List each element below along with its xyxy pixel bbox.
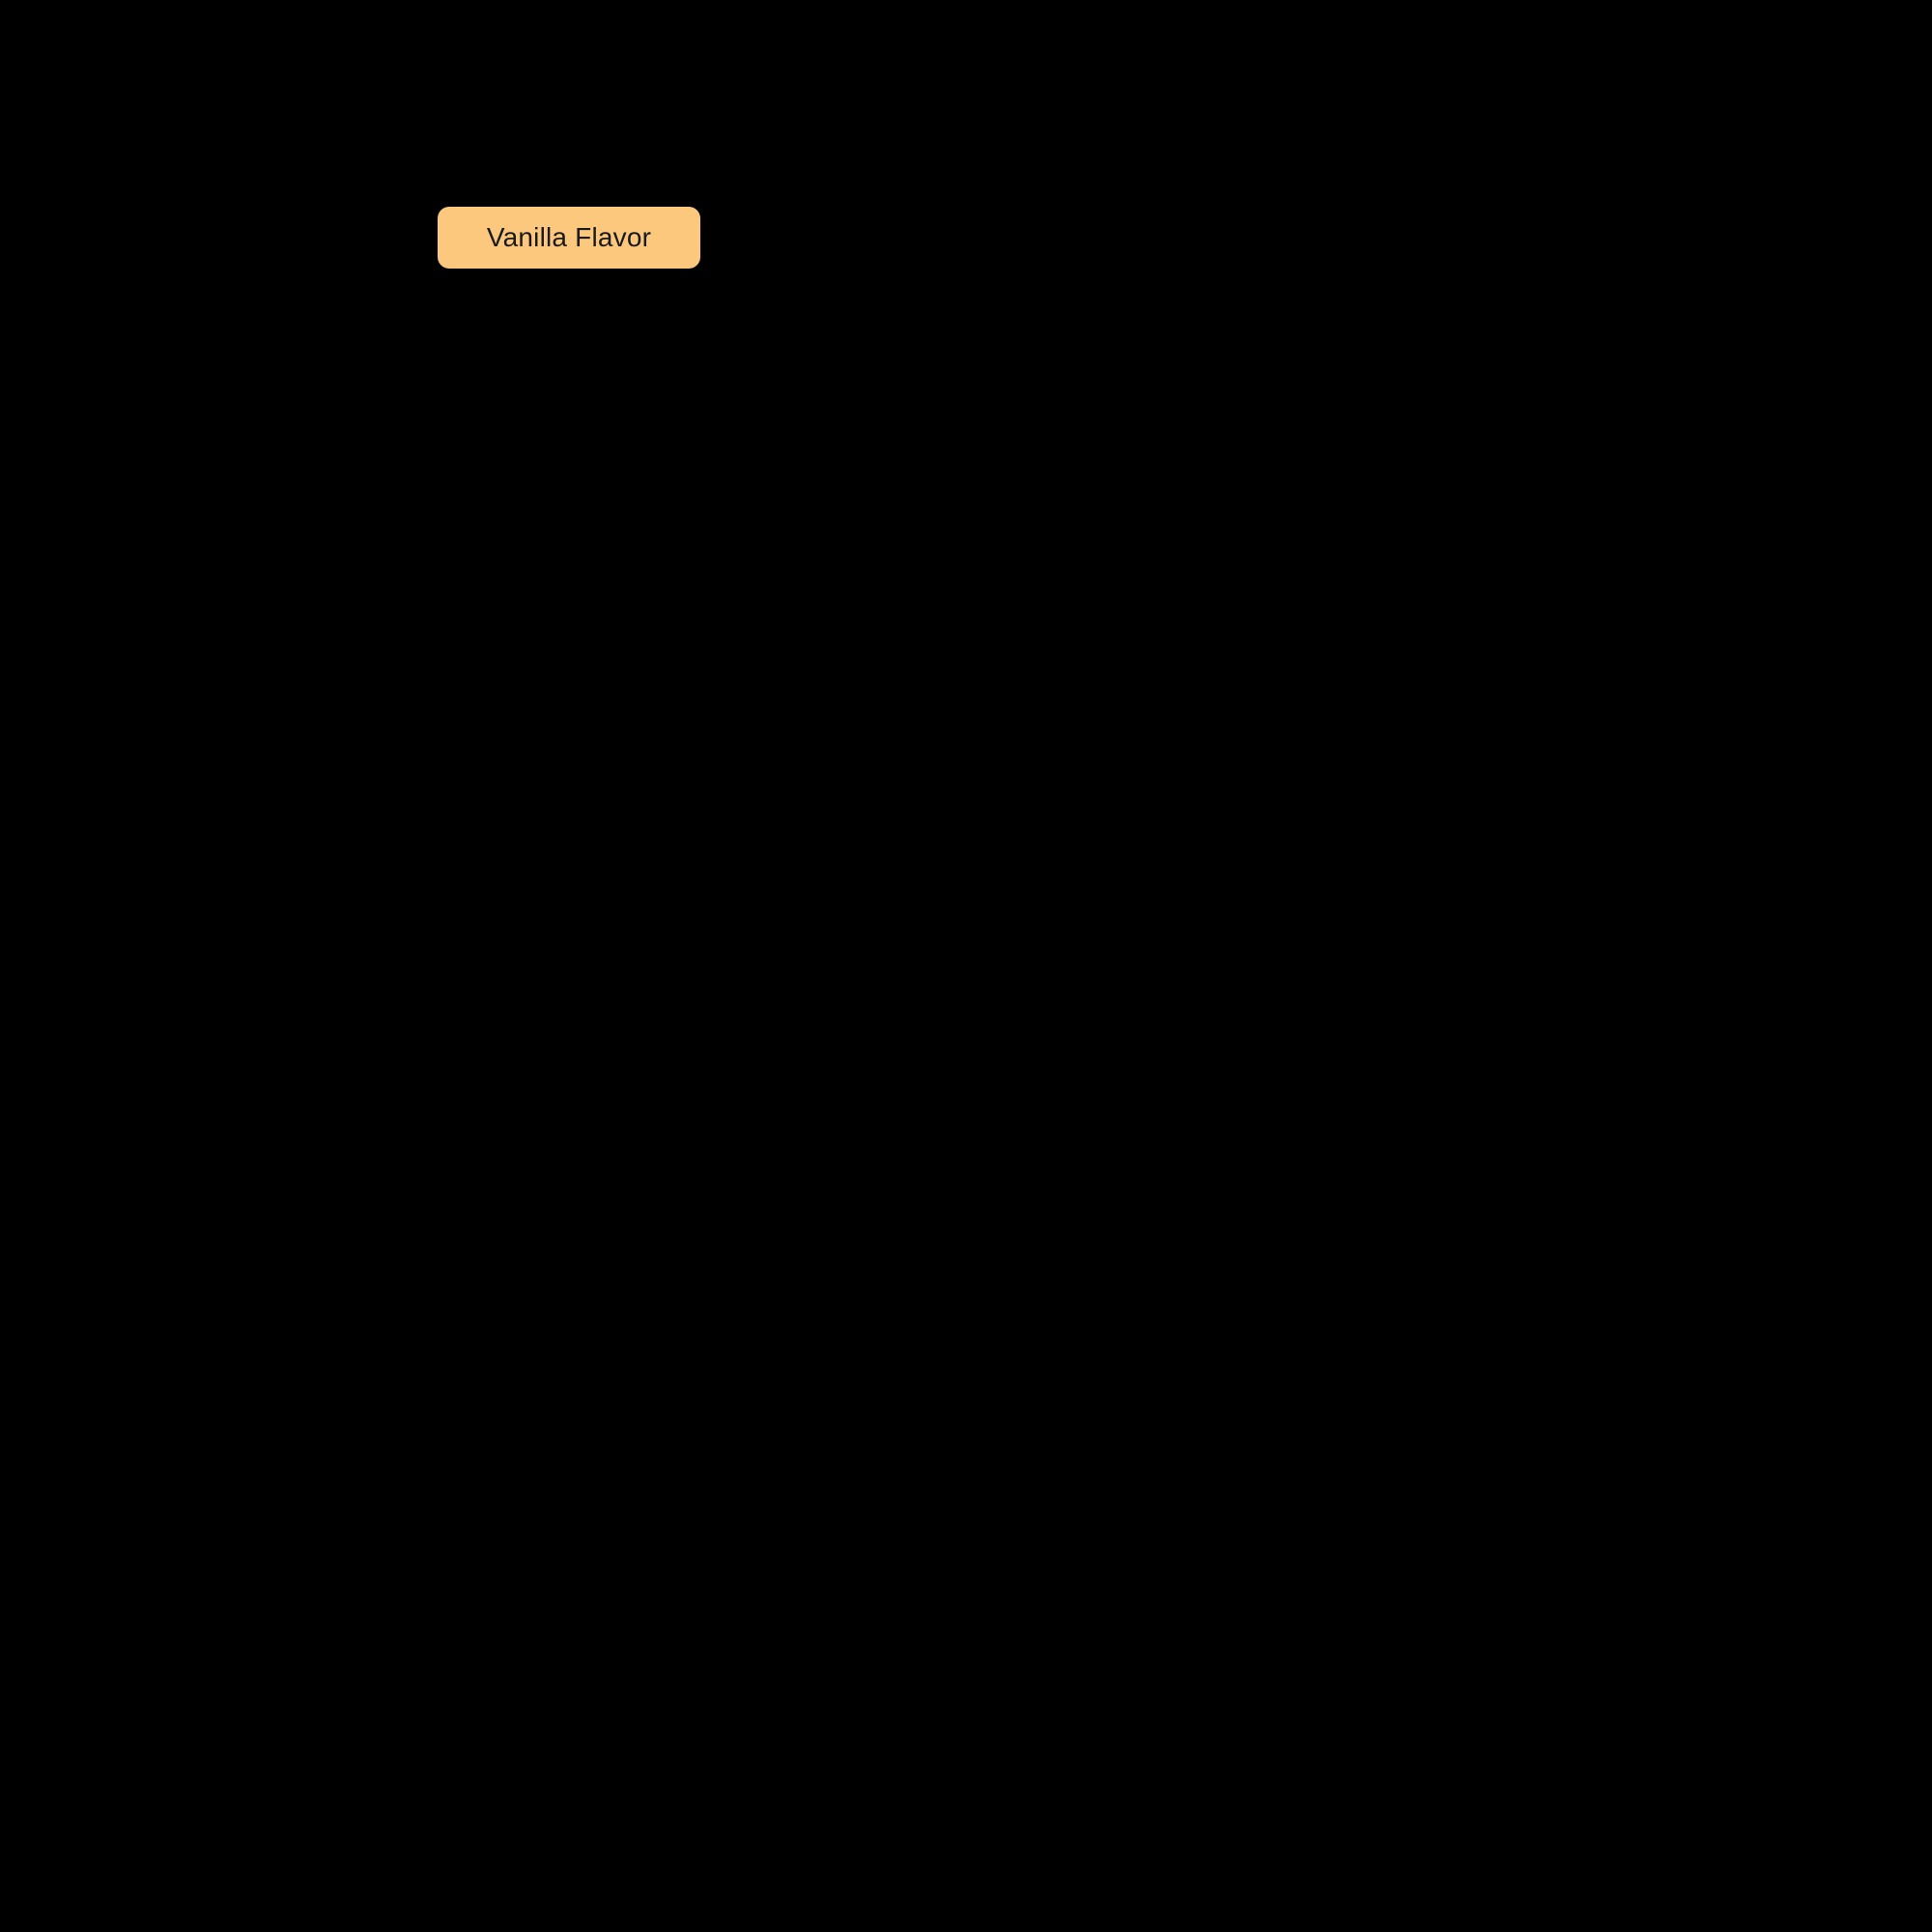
vanilla-flavor-node[interactable] <box>438 207 700 269</box>
vanilla-flavor-node-label: Vanilla Flavor <box>486 222 652 252</box>
